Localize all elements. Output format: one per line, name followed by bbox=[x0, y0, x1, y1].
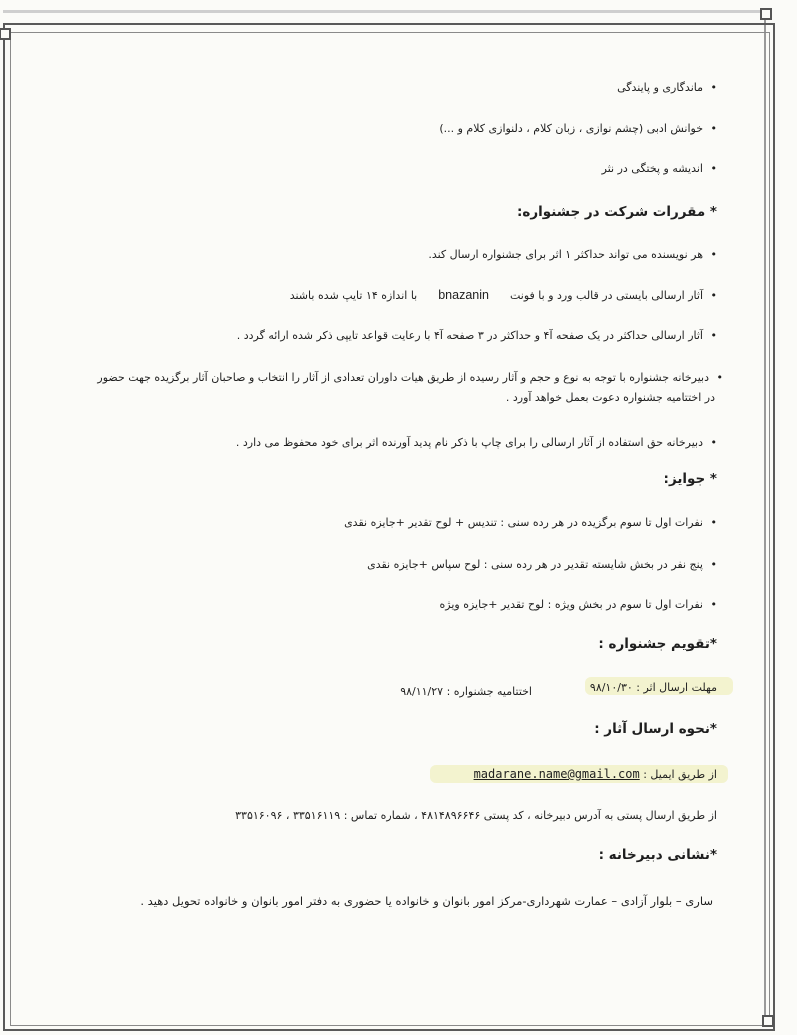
prize-item bbox=[367, 557, 717, 573]
prizes-heading: * جوایز: bbox=[663, 471, 717, 487]
corner-ornament bbox=[762, 1015, 774, 1027]
prize-text: پنج نفر در بخش شایسته تقدیر در هر رده سنی : لوح سپاس +جایزه نقدی bbox=[367, 558, 703, 571]
address-text: ساری – بلوار آزادی – عمارت شهرداری-مرکز امور بانوان و خانواده یا حضوری به دفتر امور بانوان و خانواده تحویل دهید . bbox=[140, 894, 713, 908]
bullet-icon: • bbox=[710, 598, 717, 611]
intro-item-text: ماندگاری و پایندگی bbox=[617, 81, 703, 94]
address-heading: *نشانی دبیرخانه : bbox=[598, 847, 717, 863]
bullet-icon: • bbox=[710, 122, 717, 135]
intro-item bbox=[602, 161, 717, 177]
post-line: از طریق ارسال پستی به آدرس دبیرخانه ، کد پستی ۴۸۱۴۸۹۶۶۴۶ ، شماره تماس : ۳۳۵۱۶۱۱۹ ، ۳۳۵۱۶۰۹۶ bbox=[235, 809, 717, 822]
rule-text: آثار ارسالی حداکثر در یک صفحه آ۴ و حداکثر در ۳ صفحه آ۴ با رعایت قواعد تایپی ذکر شده ارائه گردد . bbox=[236, 329, 703, 342]
rule-item bbox=[290, 287, 717, 304]
intro-item bbox=[617, 80, 717, 96]
rule-text: آثار ارسالی بایستی در قالب ورد و با فونت bbox=[509, 289, 703, 302]
rule-item bbox=[97, 370, 723, 386]
corner-ornament bbox=[760, 8, 772, 20]
rule-text: هر نویسنده می تواند حداکثر ۱ اثر برای جشنواره ارسال کند. bbox=[428, 248, 703, 261]
bullet-icon: • bbox=[710, 248, 717, 261]
corner-ornament bbox=[0, 28, 11, 40]
rule-item-continued: در اختتامیه جشنواره دعوت بعمل خواهد آورد . bbox=[505, 391, 715, 404]
bullet-icon: • bbox=[710, 289, 717, 302]
prize-item bbox=[344, 515, 717, 531]
intro-item-text: خوانش ادبی (چشم نوازی ، زبان کلام ، دلنوازی کلام و ...) bbox=[439, 122, 703, 135]
bullet-icon: • bbox=[716, 371, 723, 384]
rule-item bbox=[428, 247, 717, 263]
rule-text: دبیرخانه حق استفاده از آثار ارسالی را برای چاپ با ذکر نام پدید آورنده اثر برای خود محفوظ می دارد . bbox=[235, 436, 703, 449]
prize-text: نفرات اول تا سوم در بخش ویژه : لوح تقدیر +جایزه ویژه bbox=[439, 598, 703, 611]
prize-item bbox=[440, 597, 718, 613]
rule-item bbox=[236, 435, 717, 451]
calendar-heading: *تقویم جشنواره : bbox=[598, 636, 717, 652]
email-link[interactable]: madarane.name@gmail.com bbox=[473, 767, 640, 781]
prize-text: نفرات اول تا سوم برگزیده در هر رده سنی : تندیس + لوح تقدیر +جایزه نقدی bbox=[344, 516, 703, 529]
bullet-icon: • bbox=[710, 329, 717, 342]
bullet-icon: • bbox=[710, 81, 717, 94]
intro-item bbox=[439, 121, 717, 137]
intro-item-text: اندیشه و پختگی در نثر bbox=[601, 162, 703, 175]
submission-heading: *نحوه ارسال آثار : bbox=[594, 721, 717, 737]
email-line bbox=[474, 766, 717, 783]
rule-item bbox=[237, 328, 717, 344]
page-top-edge bbox=[3, 10, 763, 13]
bullet-icon: • bbox=[710, 516, 717, 529]
email-label: از طریق ایمیل : bbox=[643, 768, 717, 781]
closing-date: اختتامیه جشنواره : ۹۸/۱۱/۲۷ bbox=[400, 685, 532, 698]
deadline: مهلت ارسال اثر : ۹۸/۱۰/۳۰ bbox=[589, 681, 717, 694]
rule-text: با اندازه ۱۴ تایپ شده باشند bbox=[289, 289, 418, 302]
bullet-icon: • bbox=[710, 436, 717, 449]
rule-text: دبیرخانه جشنواره با توجه به نوع و حجم و آثار رسیده از طریق هیات داوران تعدادی از آثار را انتخاب و صاحبان آثار برگزیده جهت حضور bbox=[97, 371, 709, 384]
bullet-icon: • bbox=[710, 162, 717, 175]
bullet-icon: • bbox=[710, 558, 717, 571]
font-name: bnazanin bbox=[438, 288, 489, 302]
rules-heading: * مقررات شرکت در جشنواره: bbox=[516, 204, 717, 220]
